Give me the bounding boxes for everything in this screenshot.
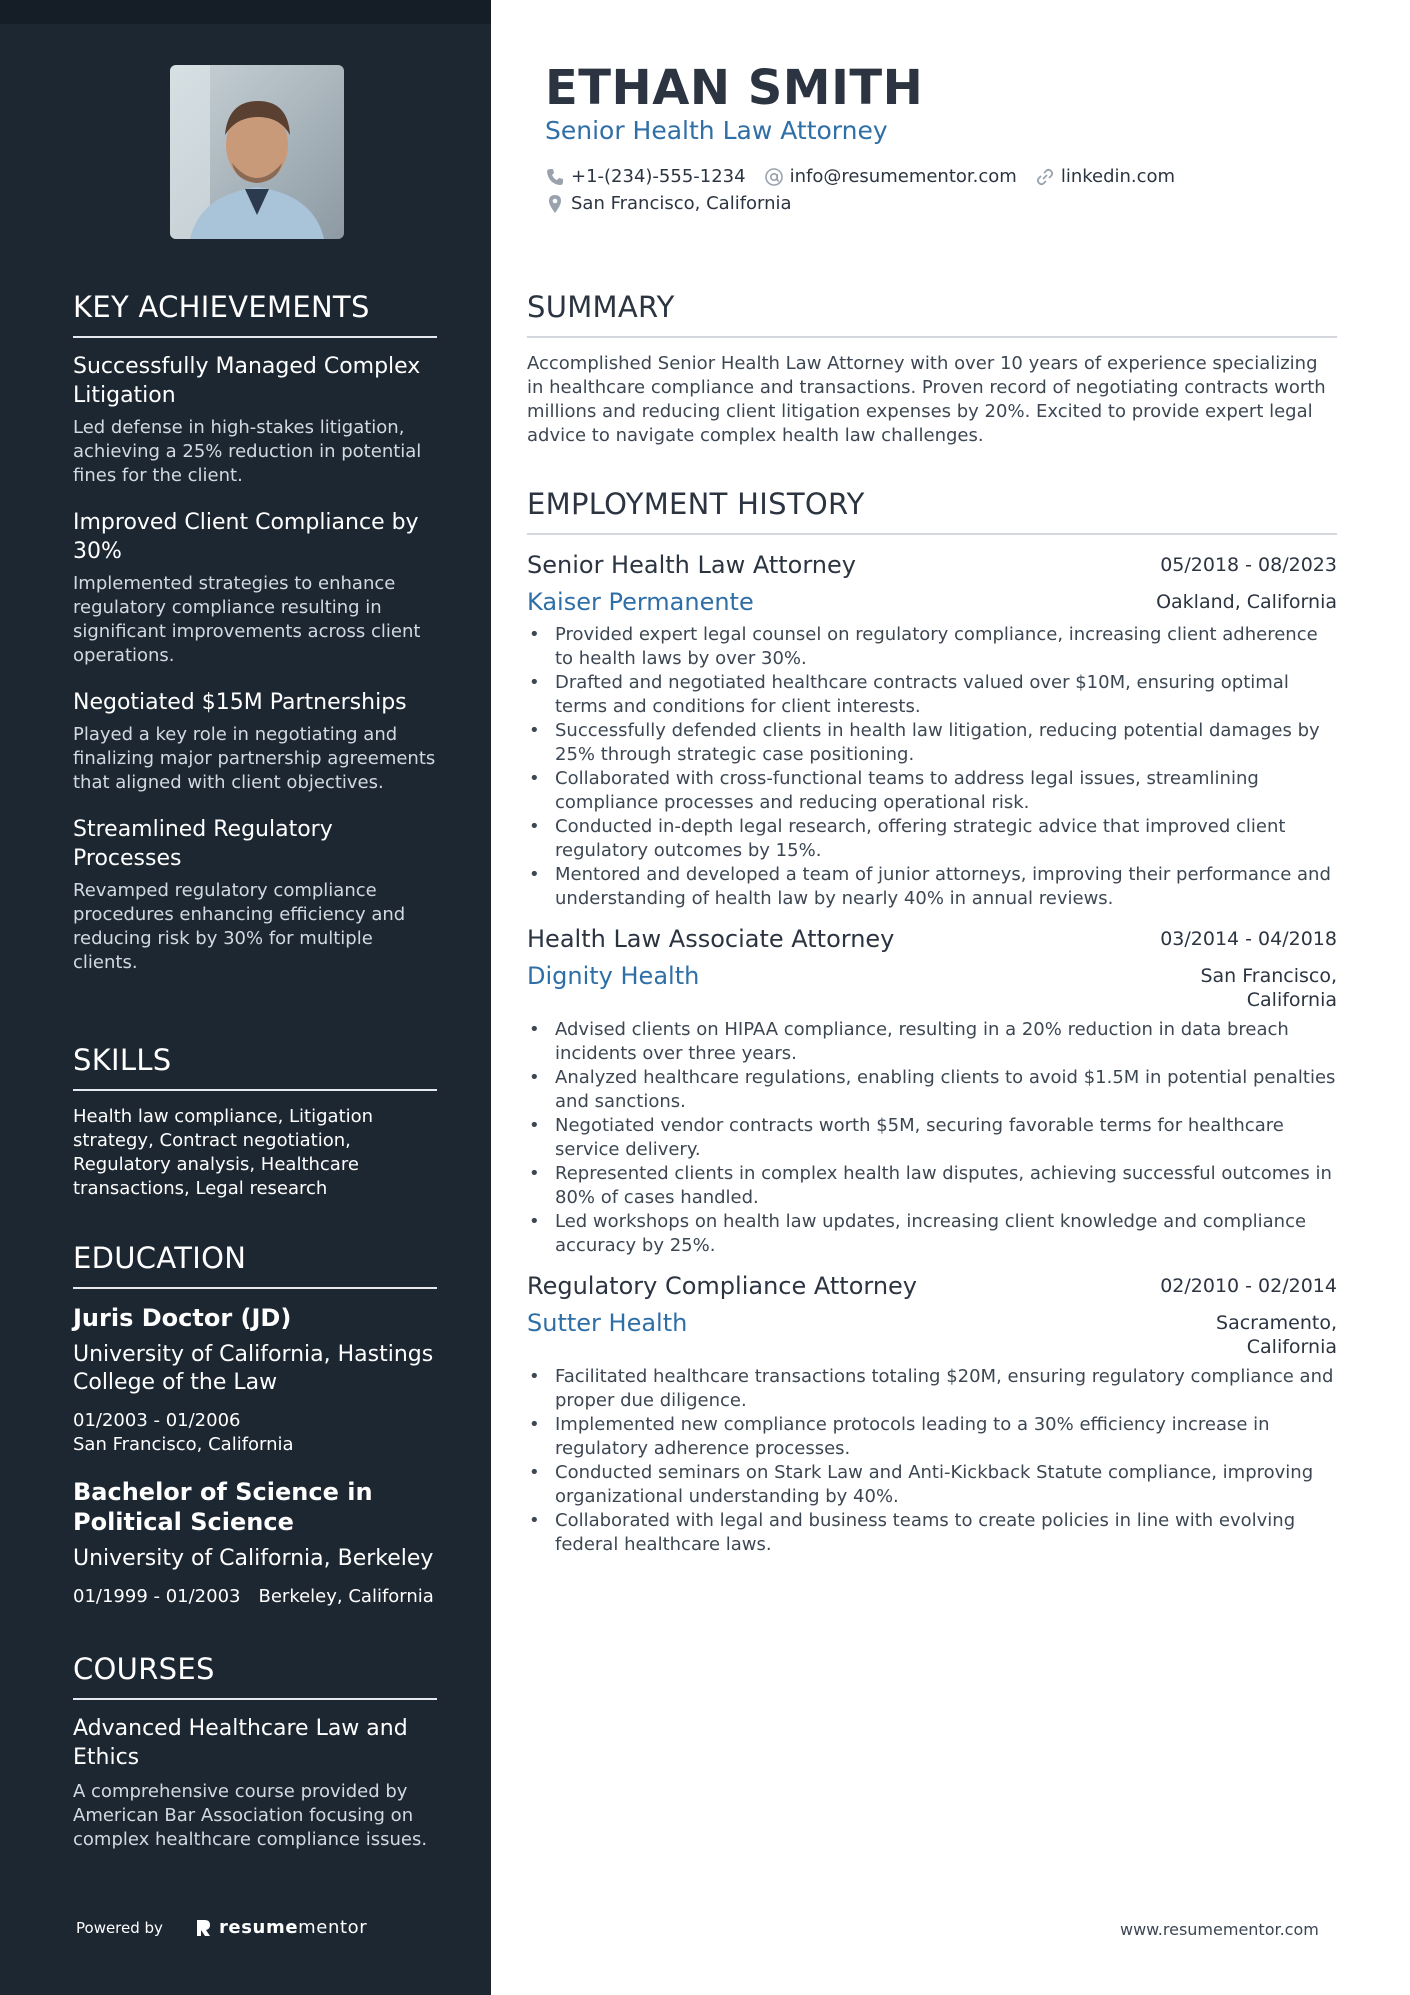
achievement-title: Improved Client Compliance by 30% — [73, 510, 419, 564]
job-bullet: • Drafted and negotiated healthcare contracts valued over $10M, ensuring optimal terms and conditions for client interests. — [527, 671, 1337, 719]
brand-bold: resume — [218, 1917, 299, 1938]
education-item — [73, 1477, 437, 1609]
education-dates: 01/1999 - 01/2003 — [73, 1586, 241, 1607]
candidate-name: ETHAN SMITH — [545, 60, 924, 116]
job-company: Sutter Health — [527, 1309, 688, 1337]
contact-location — [545, 190, 792, 217]
achievement-title: Successfully Managed Complex Litigation — [73, 354, 421, 408]
brand-mark-icon — [193, 1918, 213, 1938]
job-bullet: • Analyzed healthcare regulations, enabling clients to avoid $1.5M in potential penalties and sanctions. — [527, 1066, 1337, 1114]
job-location: Oakland, California — [1156, 591, 1337, 613]
courses-section — [73, 1652, 437, 1852]
job-entry — [527, 923, 1337, 1258]
achievement-desc: Played a key role in negotiating and finalizing major partnership agreements that aligned with client objectives. — [73, 724, 436, 793]
contact-phone[interactable] — [545, 163, 746, 190]
contact-info — [545, 163, 1175, 217]
sidebar-top-band — [0, 0, 491, 24]
job-bullet: • Provided expert legal counsel on regulatory compliance, increasing client adherence to health laws by over 30%. — [527, 623, 1337, 671]
course-title: Advanced Healthcare Law and Ethics — [73, 1716, 408, 1770]
education-meta — [73, 1585, 437, 1609]
job-bullet: • Facilitated healthcare transactions totaling $20M, ensuring regulatory compliance and proper due diligence. — [527, 1365, 1337, 1413]
brand-rest: mentor — [298, 1917, 368, 1938]
achievement-title: Negotiated $15M Partnerships — [73, 690, 407, 715]
email-text: info@resumementor.com — [789, 166, 1017, 187]
education-degree: Juris Doctor (JD) — [73, 1304, 292, 1332]
powered-by — [76, 1917, 367, 1938]
sidebar — [0, 0, 491, 1995]
job-bullet: • Collaborated with legal and business teams to create policies in line with evolving federal healthcare laws. — [527, 1509, 1337, 1557]
job-bullets — [527, 1018, 1337, 1258]
achievements-heading: KEY ACHIEVEMENTS — [73, 290, 437, 338]
profile-photo — [170, 65, 344, 239]
job-bullet: • Mentored and developed a team of junior attorneys, improving their performance and understanding of health law by nearly 40% in annual reviews. — [527, 863, 1337, 911]
job-bullet: • Represented clients in complex health law disputes, achieving successful outcomes in 80% of cases handled. — [527, 1162, 1337, 1210]
job-bullets — [527, 1365, 1337, 1557]
candidate-title: Senior Health Law Attorney — [545, 116, 888, 145]
location-text: San Francisco, California — [571, 193, 792, 214]
education-school: University of California, Berkeley — [73, 1546, 434, 1571]
course-item — [73, 1714, 437, 1852]
job-dates: 05/2018 - 08/2023 — [1160, 554, 1337, 576]
powered-by-label: Powered by — [76, 1918, 163, 1937]
job-bullet: • Implemented new compliance protocols leading to a 30% efficiency increase in regulatory adherence processes. — [527, 1413, 1337, 1461]
job-bullet: • Negotiated vendor contracts worth $5M, securing favorable terms for healthcare service delivery. — [527, 1114, 1337, 1162]
job-bullets — [527, 623, 1337, 911]
contact-email[interactable] — [764, 163, 1017, 190]
education-section — [73, 1241, 437, 1609]
contact-linkedin[interactable] — [1035, 163, 1175, 190]
job-location: San Francisco, California — [1200, 965, 1337, 1011]
achievement-item — [73, 688, 437, 795]
job-title: Senior Health Law Attorney — [527, 551, 856, 579]
employment-heading: EMPLOYMENT HISTORY — [527, 487, 1337, 535]
linkedin-text: linkedin.com — [1060, 166, 1176, 187]
course-desc: A comprehensive course provided by American Bar Association focusing on complex healthcare compliance issues. — [73, 1781, 428, 1850]
summary-section — [527, 290, 1337, 448]
skills-section — [73, 1043, 437, 1201]
achievement-item — [73, 815, 437, 975]
job-bullet: • Conducted seminars on Stark Law and Anti-Kickback Statute compliance, improving organizational understanding by 40%. — [527, 1461, 1337, 1509]
summary-heading: SUMMARY — [527, 290, 1337, 338]
brand-logo[interactable] — [193, 1917, 367, 1938]
job-bullet: • Advised clients on HIPAA compliance, resulting in a 20% reduction in data breach incidents over three years. — [527, 1018, 1337, 1066]
achievement-desc: Revamped regulatory compliance procedures enhancing efficiency and reducing risk by 30% for multiple clients. — [73, 880, 406, 973]
education-degree: Bachelor of Science in Political Science — [73, 1478, 373, 1536]
courses-heading: COURSES — [73, 1652, 437, 1700]
education-location: San Francisco, California — [73, 1434, 294, 1455]
job-entry — [527, 549, 1337, 911]
education-school: University of California, Hastings College of the Law — [73, 1342, 434, 1395]
education-heading: EDUCATION — [73, 1241, 437, 1289]
skills-list: Health law compliance, Litigation strategy, Contract negotiation, Regulatory analysis, Healthcare transactions, Legal research — [73, 1106, 374, 1199]
job-location: Sacramento, California — [1216, 1312, 1337, 1358]
job-company: Kaiser Permanente — [527, 588, 754, 616]
achievement-item — [73, 508, 437, 668]
job-company: Dignity Health — [527, 962, 700, 990]
job-entry — [527, 1270, 1337, 1557]
achievements-section — [73, 290, 437, 995]
at-icon — [764, 167, 784, 187]
employment-section — [527, 487, 1337, 1569]
job-title: Regulatory Compliance Attorney — [527, 1272, 917, 1300]
skills-heading: SKILLS — [73, 1043, 437, 1091]
job-title: Health Law Associate Attorney — [527, 925, 895, 953]
phone-icon — [545, 167, 565, 187]
job-bullet: • Led workshops on health law updates, increasing client knowledge and compliance accuracy by 25%. — [527, 1210, 1337, 1258]
link-icon — [1035, 167, 1055, 187]
achievement-title: Streamlined Regulatory Processes — [73, 817, 333, 871]
education-dates: 01/2003 - 01/2006 — [73, 1410, 241, 1431]
footer-website-link[interactable]: www.resumementor.com — [1120, 1920, 1319, 1939]
achievement-desc: Led defense in high-stakes litigation, achieving a 25% reduction in potential fines for the client. — [73, 417, 422, 486]
job-bullet: • Collaborated with cross-functional teams to address legal issues, streamlining compliance processes and reducing operational risk. — [527, 767, 1337, 815]
achievement-item — [73, 352, 437, 488]
job-bullet: • Conducted in-depth legal research, offering strategic advice that improved client regulatory outcomes by 15%. — [527, 815, 1337, 863]
location-pin-icon — [545, 194, 565, 214]
job-dates: 02/2010 - 02/2014 — [1160, 1275, 1337, 1297]
summary-text: Accomplished Senior Health Law Attorney with over 10 years of experience specializing in healthcare compliance and transactions. Proven record of negotiating contracts worth millions and reducing client litigation expenses by 20%. Excited to provide expert legal advice to navigate complex health law challenges. — [527, 353, 1326, 446]
achievement-desc: Implemented strategies to enhance regulatory compliance resulting in significant improvements across client operations. — [73, 573, 421, 666]
education-item — [73, 1303, 437, 1457]
phone-text: +1-(234)-555-1234 — [571, 166, 746, 187]
education-location: Berkeley, California — [258, 1586, 434, 1607]
job-bullet: • Successfully defended clients in health law litigation, reducing potential damages by 25% through strategic case positioning. — [527, 719, 1337, 767]
job-dates: 03/2014 - 04/2018 — [1160, 928, 1337, 950]
